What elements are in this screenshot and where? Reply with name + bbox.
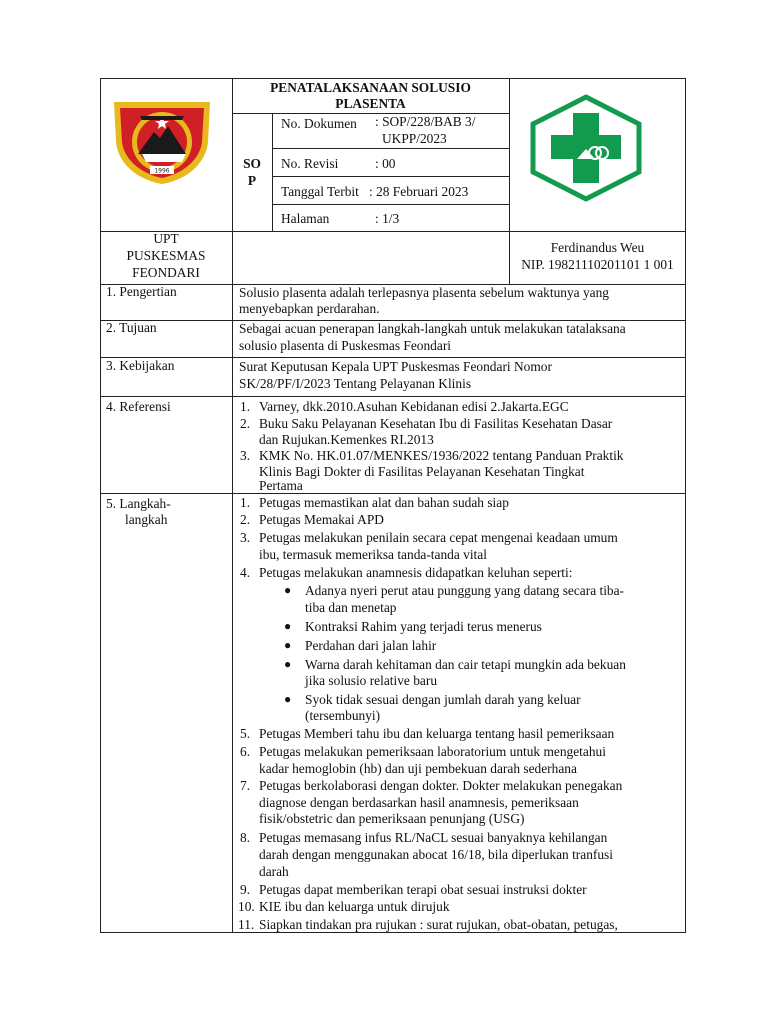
step-number: 11. (238, 917, 255, 932)
step-text: Petugas melakukan pemeriksaan laboratorium untuk mengetahui (259, 744, 606, 759)
section-label-pengertian: 1. Pengertian (106, 284, 177, 299)
symptom-item: (tersembunyi) (305, 708, 381, 723)
step-text: KIE ibu dan keluarga untuk dirujuk (259, 899, 450, 914)
bullet-icon: ● (284, 692, 292, 706)
step-text: Petugas memasang infus RL/NaCL sesuai banyaknya kehilangan (259, 830, 608, 845)
step-number: 1. (240, 495, 251, 510)
step-text: Petugas Memberi tahu ibu dan keluarga tentang hasil pemeriksaan (259, 726, 615, 741)
symptom-item: tiba dan menetap (305, 600, 397, 615)
step-number: 9. (240, 882, 251, 897)
reference-item: Pertama (259, 478, 303, 493)
doc-number-label: No. Dokumen (281, 116, 357, 131)
step-number: 7. (240, 778, 251, 793)
step-number: 3. (240, 530, 251, 545)
page-label: Halaman (281, 211, 330, 226)
signer-nip: NIP. 19821110201101 1 001 (521, 257, 674, 272)
step-number: 4. (240, 565, 251, 580)
symptom-item: Warna darah kehitaman dan cair tetapi mungkin ada bekuan (305, 657, 626, 672)
symptom-item: Kontraksi Rahim yang terjadi terus menerus (305, 619, 542, 634)
bullet-icon: ● (284, 657, 292, 671)
section-label-langkah: langkah (125, 512, 168, 527)
kebijakan-text: Surat Keputusan Kepala UPT Puskesmas Feondari Nomor (239, 359, 552, 374)
step-text: darah dengan menggunakan abocat 16/18, bila diperlukan tranfusi (259, 847, 613, 862)
section-label-langkah: 5. Langkah- (106, 496, 171, 511)
divider (272, 204, 509, 205)
bullet-icon: ● (284, 638, 292, 652)
step-text: kadar hemoglobin (hb) dan uji pembekuan darah sederhana (259, 761, 577, 776)
symptom-item: Perdahan dari jalan lahir (305, 638, 437, 653)
reference-number: 1. (240, 399, 251, 414)
pengertian-text: menyebapkan perdarahan. (239, 301, 380, 316)
revision-label: No. Revisi (281, 156, 339, 171)
page-value: : 1/3 (375, 211, 400, 226)
organization-name: FEONDARI (132, 265, 200, 280)
step-text: Petugas berkolaborasi dengan dokter. Dokter melakukan penegakan (259, 778, 623, 793)
regency-emblem-logo (106, 92, 218, 188)
sop-label: P (247, 173, 257, 188)
step-number: 10. (238, 899, 255, 914)
step-text: Petugas melakukan anamnesis didapatkan keluhan seperti: (259, 565, 573, 580)
reference-number: 2. (240, 416, 251, 431)
signer-name: Ferdinandus Weu (550, 240, 645, 255)
section-label-kebijakan: 3. Kebijakan (106, 358, 175, 373)
step-number: 6. (240, 744, 251, 759)
divider (272, 148, 509, 149)
reference-item: KMK No. HK.01.07/MENKES/1936/2022 tentang Panduan Praktik (259, 448, 624, 463)
step-number: 8. (240, 830, 251, 845)
step-text: darah (259, 864, 289, 879)
organization-name: PUSKESMAS (126, 248, 206, 263)
section-label-tujuan: 2. Tujuan (106, 320, 157, 335)
step-text: Petugas dapat memberikan terapi obat sesuai instruksi dokter (259, 882, 587, 897)
doc-number-value: UKPP/2023 (382, 131, 447, 146)
step-number: 2. (240, 512, 251, 527)
pengertian-text: Solusio plasenta adalah terlepasnya plasenta sebelum waktunya yang (239, 285, 609, 300)
tujuan-text: Sebagai acuan penerapan langkah-langkah untuk melakukan tatalaksana (239, 321, 626, 336)
doc-number-value: : SOP/228/BAB 3/ (375, 114, 476, 129)
symptom-item: Syok tidak sesuai dengan jumlah darah yang keluar (305, 692, 581, 707)
section-label-referensi: 4. Referensi (106, 399, 171, 414)
kebijakan-text: SK/28/PF/I/2023 Tentang Pelayanan Klinis (239, 376, 472, 391)
document-title: PLASENTA (335, 96, 406, 111)
reference-item: Klinis Bagi Dokter di Fasilitas Pelayanan Kesehatan Tingkat (259, 464, 585, 479)
divider (100, 396, 686, 397)
logo-year: 1996 (154, 167, 170, 175)
reference-number: 3. (240, 448, 251, 463)
step-text: Petugas melakukan penilain secara cepat mengenai keadaan umum (259, 530, 618, 545)
bullet-icon: ● (284, 619, 292, 633)
symptom-item: jika solusio relative baru (305, 673, 438, 688)
step-text: ibu, termasuk memeriksa tanda-tanda vital (259, 547, 487, 562)
issue-date-label: Tanggal Terbit (281, 184, 359, 199)
step-text: Petugas memastikan alat dan bahan sudah siap (259, 495, 509, 510)
issue-date-value: : 28 Februari 2023 (369, 184, 469, 199)
revision-value: : 00 (375, 156, 396, 171)
divider (232, 285, 233, 933)
divider (272, 113, 273, 231)
step-text: fisik/obstetric dan pemeriksaan penunjang (USG) (259, 811, 525, 826)
bullet-icon: ● (284, 583, 292, 597)
reference-item: Varney, dkk.2010.Asuhan Kebidanan edisi 2.Jakarta.EGC (259, 399, 569, 414)
tujuan-text: solusio plasenta di Puskesmas Feondari (239, 338, 452, 353)
step-text: diagnose dengan berdasarkan hasil anamnesis, pemeriksaan (259, 795, 579, 810)
sop-label: SO (243, 156, 261, 171)
step-number: 5. (240, 726, 251, 741)
puskesmas-logo (525, 93, 647, 203)
step-text: Petugas Memakai APD (259, 512, 384, 527)
step-text: Siapkan tindakan pra rujukan : surat rujukan, obat-obatan, petugas, (259, 917, 618, 932)
document-title: PENATALAKSANAAN SOLUSIO (270, 80, 471, 95)
symptom-item: Adanya nyeri perut atau punggung yang datang secara tiba- (305, 583, 625, 598)
divider (272, 176, 509, 177)
reference-item: Buku Saku Pelayanan Kesehatan Ibu di Fasilitas Kesehatan Dasar (259, 416, 613, 431)
reference-item: dan Rujukan.Kemenkes RI.2013 (259, 432, 434, 447)
organization-name: UPT (153, 231, 179, 246)
